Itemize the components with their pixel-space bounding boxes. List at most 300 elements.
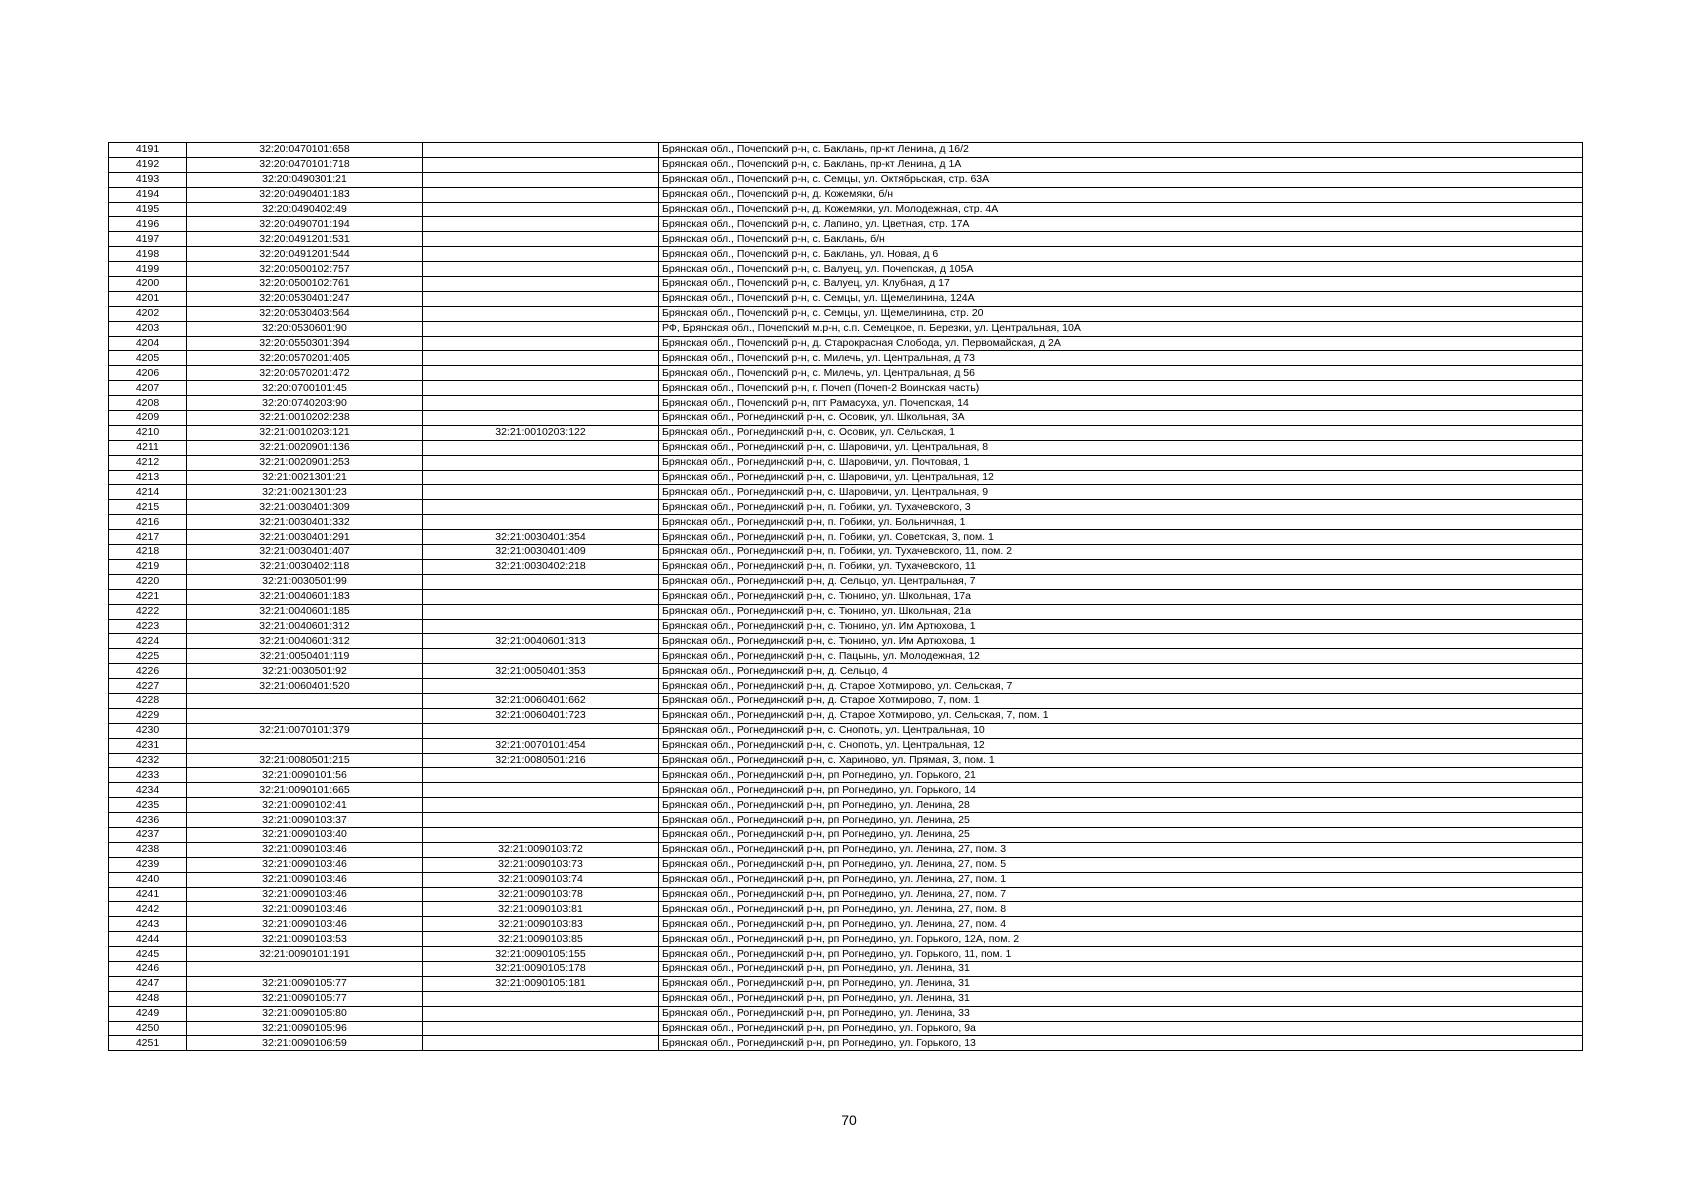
cadastral-number-cell: 32:21:0030401:332 — [187, 515, 423, 530]
table-row — [109, 991, 1583, 1006]
cadastral-number-cell: 32:21:0090103:53 — [187, 932, 423, 947]
cadastral-number-cell: 32:21:0040601:312 — [187, 619, 423, 634]
table-row — [109, 753, 1583, 768]
related-cadastral-number-cell — [423, 336, 659, 351]
cadastral-number-cell: 32:21:0080501:215 — [187, 753, 423, 768]
address-cell: Брянская обл., Почепский р-н, с. Валуец, ул. Клубная, д 17 — [659, 277, 1583, 292]
table-row — [109, 872, 1583, 887]
related-cadastral-number-cell: 32:21:0010203:122 — [423, 425, 659, 440]
related-cadastral-number-cell — [423, 291, 659, 306]
related-cadastral-number-cell — [423, 411, 659, 426]
cadastral-number-cell: 32:21:0021301:23 — [187, 485, 423, 500]
cadastral-number-cell: 32:21:0090103:37 — [187, 813, 423, 828]
row-number-cell: 4249 — [109, 1006, 187, 1021]
address-cell: Брянская обл., Рогнединский р-н, с. Осовик, ул. Школьная, 3А — [659, 411, 1583, 426]
row-number-cell: 4194 — [109, 187, 187, 202]
related-cadastral-number-cell: 32:21:0030401:409 — [423, 545, 659, 560]
row-number-cell: 4238 — [109, 842, 187, 857]
table-row — [109, 574, 1583, 589]
address-cell: Брянская обл., Рогнединский р-н, с. Шаровичи, ул. Центральная, 9 — [659, 485, 1583, 500]
page-number: 70 — [841, 1112, 857, 1128]
cadastral-number-cell: 32:21:0090105:80 — [187, 1006, 423, 1021]
row-number-cell: 4195 — [109, 202, 187, 217]
cadastral-number-cell: 32:20:0570201:405 — [187, 351, 423, 366]
table-row — [109, 887, 1583, 902]
address-cell: Брянская обл., Почепский р-н, с. Баклань, пр-кт Ленина, д 16/2 — [659, 143, 1583, 158]
cadastral-number-cell: 32:21:0030501:92 — [187, 664, 423, 679]
row-number-cell: 4193 — [109, 172, 187, 187]
table-row — [109, 664, 1583, 679]
row-number-cell: 4221 — [109, 589, 187, 604]
related-cadastral-number-cell: 32:21:0090103:83 — [423, 917, 659, 932]
related-cadastral-number-cell — [423, 157, 659, 172]
cadastral-number-cell: 32:20:0490701:194 — [187, 217, 423, 232]
cadastral-number-cell: 32:21:0090103:46 — [187, 842, 423, 857]
cadastral-number-cell: 32:21:0090105:96 — [187, 1021, 423, 1036]
row-number-cell: 4239 — [109, 857, 187, 872]
related-cadastral-number-cell — [423, 649, 659, 664]
related-cadastral-number-cell — [423, 1006, 659, 1021]
table-row — [109, 798, 1583, 813]
related-cadastral-number-cell — [423, 485, 659, 500]
related-cadastral-number-cell — [423, 172, 659, 187]
table-row — [109, 440, 1583, 455]
row-number-cell: 4246 — [109, 961, 187, 976]
address-cell: Брянская обл., Почепский р-н, г. Почеп (Почеп-2 Воинская часть) — [659, 381, 1583, 396]
cadastral-number-cell: 32:21:0090101:191 — [187, 947, 423, 962]
table-row — [109, 217, 1583, 232]
related-cadastral-number-cell — [423, 202, 659, 217]
cadastral-number-cell: 32:20:0490301:21 — [187, 172, 423, 187]
address-cell: Брянская обл., Рогнединский р-н, рп Рогнедино, ул. Горького, 12А, пом. 2 — [659, 932, 1583, 947]
address-cell: Брянская обл., Рогнединский р-н, с. Хариново, ул. Прямая, 3, пом. 1 — [659, 753, 1583, 768]
related-cadastral-number-cell — [423, 515, 659, 530]
related-cadastral-number-cell: 32:21:0030401:354 — [423, 530, 659, 545]
table-row — [109, 351, 1583, 366]
address-cell: Брянская обл., Почепский р-н, д. Кожемяки, ул. Молодежная, стр. 4А — [659, 202, 1583, 217]
row-number-cell: 4251 — [109, 1036, 187, 1051]
related-cadastral-number-cell — [423, 783, 659, 798]
address-cell: Брянская обл., Рогнединский р-н, п. Гобики, ул. Тухачевского, 3 — [659, 500, 1583, 515]
related-cadastral-number-cell: 32:21:0050401:353 — [423, 664, 659, 679]
related-cadastral-number-cell: 32:21:0060401:662 — [423, 693, 659, 708]
related-cadastral-number-cell — [423, 470, 659, 485]
cadastral-number-cell: 32:21:0020901:136 — [187, 440, 423, 455]
address-cell: Брянская обл., Рогнединский р-н, рп Рогнедино, ул. Горького, 14 — [659, 783, 1583, 798]
row-number-cell: 4226 — [109, 664, 187, 679]
table-row — [109, 1021, 1583, 1036]
cadastral-number-cell: 32:20:0550301:394 — [187, 336, 423, 351]
address-cell: Брянская обл., Рогнединский р-н, рп Рогнедино, ул. Ленина, 31 — [659, 961, 1583, 976]
registry-table — [108, 142, 1583, 1051]
cadastral-number-cell: 32:21:0090103:46 — [187, 887, 423, 902]
row-number-cell: 4192 — [109, 157, 187, 172]
related-cadastral-number-cell — [423, 321, 659, 336]
address-cell: Брянская обл., Рогнединский р-н, рп Рогнедино, ул. Ленина, 27, пом. 3 — [659, 842, 1583, 857]
table-row — [109, 649, 1583, 664]
table-row — [109, 679, 1583, 694]
cadastral-number-cell: 32:20:0530403:564 — [187, 306, 423, 321]
cadastral-number-cell: 32:21:0090105:77 — [187, 991, 423, 1006]
cadastral-number-cell: 32:21:0010202:238 — [187, 411, 423, 426]
row-number-cell: 4229 — [109, 708, 187, 723]
cadastral-number-cell: 32:21:0090103:46 — [187, 917, 423, 932]
registry-table-body — [109, 143, 1583, 1051]
row-number-cell: 4248 — [109, 991, 187, 1006]
table-row — [109, 961, 1583, 976]
cadastral-number-cell: 32:20:0530401:247 — [187, 291, 423, 306]
related-cadastral-number-cell: 32:21:0090103:73 — [423, 857, 659, 872]
cadastral-number-cell: 32:21:0090102:41 — [187, 798, 423, 813]
cadastral-number-cell: 32:21:0030402:118 — [187, 559, 423, 574]
address-cell: Брянская обл., Рогнединский р-н, п. Гобики, ул. Тухачевского, 11 — [659, 559, 1583, 574]
cadastral-number-cell: 32:21:0090103:46 — [187, 902, 423, 917]
table-row — [109, 306, 1583, 321]
table-row — [109, 262, 1583, 277]
cadastral-number-cell: 32:20:0470101:718 — [187, 157, 423, 172]
address-cell: Брянская обл., Рогнединский р-н, рп Рогнедино, ул. Ленина, 27, пом. 5 — [659, 857, 1583, 872]
address-cell: Брянская обл., Рогнединский р-н, с. Пацынь, ул. Молодежная, 12 — [659, 649, 1583, 664]
address-cell: Брянская обл., Рогнединский р-н, рп Рогнедино, ул. Горького, 13 — [659, 1036, 1583, 1051]
cadastral-number-cell: 32:20:0570201:472 — [187, 366, 423, 381]
table-row — [109, 366, 1583, 381]
row-number-cell: 4233 — [109, 768, 187, 783]
table-row — [109, 783, 1583, 798]
address-cell: Брянская обл., Почепский р-н, с. Баклань, ул. Новая, д 6 — [659, 247, 1583, 262]
address-cell: Брянская обл., Рогнединский р-н, с. Тюнино, ул. Школьная, 21а — [659, 604, 1583, 619]
row-number-cell: 4212 — [109, 455, 187, 470]
table-row — [109, 515, 1583, 530]
address-cell: Брянская обл., Почепский р-н, с. Семцы, ул. Щемелинина, 124А — [659, 291, 1583, 306]
related-cadastral-number-cell — [423, 366, 659, 381]
cadastral-number-cell: 32:21:0090106:59 — [187, 1036, 423, 1051]
row-number-cell: 4250 — [109, 1021, 187, 1036]
address-cell: РФ, Брянская обл., Почепский м.р-н, с.п. Семецкое, п. Березки, ул. Центральная, 10А — [659, 321, 1583, 336]
cadastral-number-cell: 32:20:0470101:658 — [187, 143, 423, 158]
table-row — [109, 723, 1583, 738]
address-cell: Брянская обл., Почепский р-н, пгт Рамасуха, ул. Почепская, 14 — [659, 396, 1583, 411]
address-cell: Брянская обл., Почепский р-н, д. Кожемяки, б/н — [659, 187, 1583, 202]
row-number-cell: 4236 — [109, 813, 187, 828]
table-row — [109, 768, 1583, 783]
row-number-cell: 4228 — [109, 693, 187, 708]
row-number-cell: 4231 — [109, 738, 187, 753]
cadastral-number-cell: 32:21:0040601:185 — [187, 604, 423, 619]
cadastral-number-cell: 32:20:0500102:757 — [187, 262, 423, 277]
table-row — [109, 411, 1583, 426]
row-number-cell: 4206 — [109, 366, 187, 381]
row-number-cell: 4217 — [109, 530, 187, 545]
cadastral-number-cell: 32:21:0090101:665 — [187, 783, 423, 798]
table-row — [109, 157, 1583, 172]
row-number-cell: 4220 — [109, 574, 187, 589]
row-number-cell: 4205 — [109, 351, 187, 366]
row-number-cell: 4218 — [109, 545, 187, 560]
address-cell: Брянская обл., Рогнединский р-н, с. Снопоть, ул. Центральная, 10 — [659, 723, 1583, 738]
row-number-cell: 4210 — [109, 425, 187, 440]
address-cell: Брянская обл., Рогнединский р-н, п. Гобики, ул. Советская, 3, пом. 1 — [659, 530, 1583, 545]
cadastral-number-cell: 32:20:0490402:49 — [187, 202, 423, 217]
address-cell: Брянская обл., Рогнединский р-н, с. Осовик, ул. Сельская, 1 — [659, 425, 1583, 440]
related-cadastral-number-cell: 32:21:0090105:181 — [423, 976, 659, 991]
related-cadastral-number-cell — [423, 306, 659, 321]
related-cadastral-number-cell: 32:21:0090103:81 — [423, 902, 659, 917]
row-number-cell: 4227 — [109, 679, 187, 694]
related-cadastral-number-cell — [423, 991, 659, 1006]
row-number-cell: 4197 — [109, 232, 187, 247]
related-cadastral-number-cell — [423, 396, 659, 411]
table-row — [109, 247, 1583, 262]
row-number-cell: 4230 — [109, 723, 187, 738]
cadastral-number-cell: 32:21:0030401:291 — [187, 530, 423, 545]
related-cadastral-number-cell — [423, 262, 659, 277]
address-cell: Брянская обл., Почепский р-н, с. Семцы, ул. Щемелинина, стр. 20 — [659, 306, 1583, 321]
address-cell: Брянская обл., Рогнединский р-н, с. Тюнино, ул. Им Артюхова, 1 — [659, 634, 1583, 649]
related-cadastral-number-cell — [423, 143, 659, 158]
related-cadastral-number-cell — [423, 500, 659, 515]
related-cadastral-number-cell: 32:21:0090103:74 — [423, 872, 659, 887]
address-cell: Брянская обл., Почепский р-н, с. Баклань, пр-кт Ленина, д 1А — [659, 157, 1583, 172]
cadastral-number-cell: 32:21:0030501:99 — [187, 574, 423, 589]
related-cadastral-number-cell — [423, 604, 659, 619]
row-number-cell: 4201 — [109, 291, 187, 306]
address-cell: Брянская обл., Рогнединский р-н, с. Шаровичи, ул. Почтовая, 1 — [659, 455, 1583, 470]
cadastral-number-cell: 32:21:0090103:46 — [187, 872, 423, 887]
related-cadastral-number-cell: 32:21:0080501:216 — [423, 753, 659, 768]
row-number-cell: 4208 — [109, 396, 187, 411]
table-row — [109, 589, 1583, 604]
row-number-cell: 4191 — [109, 143, 187, 158]
row-number-cell: 4245 — [109, 947, 187, 962]
table-row — [109, 604, 1583, 619]
table-row — [109, 336, 1583, 351]
address-cell: Брянская обл., Рогнединский р-н, п. Гобики, ул. Больничная, 1 — [659, 515, 1583, 530]
related-cadastral-number-cell — [423, 589, 659, 604]
row-number-cell: 4225 — [109, 649, 187, 664]
cadastral-number-cell: 32:21:0030401:309 — [187, 500, 423, 515]
table-row — [109, 813, 1583, 828]
address-cell: Брянская обл., Почепский р-н, с. Баклань, б/н — [659, 232, 1583, 247]
related-cadastral-number-cell — [423, 574, 659, 589]
table-row — [109, 827, 1583, 842]
address-cell: Брянская обл., Рогнединский р-н, рп Рогнедино, ул. Ленина, 33 — [659, 1006, 1583, 1021]
related-cadastral-number-cell — [423, 247, 659, 262]
table-row — [109, 857, 1583, 872]
related-cadastral-number-cell: 32:21:0040601:313 — [423, 634, 659, 649]
related-cadastral-number-cell — [423, 1021, 659, 1036]
row-number-cell: 4214 — [109, 485, 187, 500]
cadastral-number-cell: 32:21:0090103:46 — [187, 857, 423, 872]
row-number-cell: 4222 — [109, 604, 187, 619]
row-number-cell: 4211 — [109, 440, 187, 455]
cadastral-number-cell: 32:21:0010203:121 — [187, 425, 423, 440]
table-row — [109, 455, 1583, 470]
related-cadastral-number-cell — [423, 187, 659, 202]
related-cadastral-number-cell — [423, 619, 659, 634]
table-row — [109, 321, 1583, 336]
table-row — [109, 693, 1583, 708]
address-cell: Брянская обл., Рогнединский р-н, рп Рогнедино, ул. Ленина, 28 — [659, 798, 1583, 813]
table-row — [109, 500, 1583, 515]
address-cell: Брянская обл., Рогнединский р-н, рп Рогнедино, ул. Ленина, 27, пом. 8 — [659, 902, 1583, 917]
row-number-cell: 4203 — [109, 321, 187, 336]
cadastral-number-cell: 32:21:0040601:183 — [187, 589, 423, 604]
table-row — [109, 976, 1583, 991]
table-row — [109, 1036, 1583, 1051]
table-row — [109, 545, 1583, 560]
address-cell: Брянская обл., Рогнединский р-н, рп Рогнедино, ул. Горького, 11, пом. 1 — [659, 947, 1583, 962]
table-row — [109, 947, 1583, 962]
cadastral-number-cell: 32:21:0090105:77 — [187, 976, 423, 991]
related-cadastral-number-cell: 32:21:0090103:78 — [423, 887, 659, 902]
table-row — [109, 187, 1583, 202]
row-number-cell: 4207 — [109, 381, 187, 396]
row-number-cell: 4232 — [109, 753, 187, 768]
cadastral-number-cell: 32:20:0740203:90 — [187, 396, 423, 411]
row-number-cell: 4215 — [109, 500, 187, 515]
row-number-cell: 4198 — [109, 247, 187, 262]
row-number-cell: 4209 — [109, 411, 187, 426]
address-cell: Брянская обл., Почепский р-н, с. Милечь, ул. Центральная, д 73 — [659, 351, 1583, 366]
related-cadastral-number-cell — [423, 232, 659, 247]
table-row — [109, 485, 1583, 500]
related-cadastral-number-cell — [423, 798, 659, 813]
cadastral-number-cell: 32:21:0060401:520 — [187, 679, 423, 694]
table-row — [109, 619, 1583, 634]
related-cadastral-number-cell — [423, 768, 659, 783]
address-cell: Брянская обл., Рогнединский р-н, с. Тюнино, ул. Им Артюхова, 1 — [659, 619, 1583, 634]
address-cell: Брянская обл., Рогнединский р-н, рп Рогнедино, ул. Ленина, 25 — [659, 813, 1583, 828]
table-row — [109, 396, 1583, 411]
row-number-cell: 4240 — [109, 872, 187, 887]
address-cell: Брянская обл., Рогнединский р-н, с. Тюнино, ул. Школьная, 17а — [659, 589, 1583, 604]
related-cadastral-number-cell: 32:21:0030402:218 — [423, 559, 659, 574]
row-number-cell: 4204 — [109, 336, 187, 351]
row-number-cell: 4237 — [109, 827, 187, 842]
related-cadastral-number-cell — [423, 440, 659, 455]
cadastral-number-cell: 32:20:0491201:544 — [187, 247, 423, 262]
address-cell: Брянская обл., Рогнединский р-н, рп Рогнедино, ул. Ленина, 31 — [659, 991, 1583, 1006]
address-cell: Брянская обл., Рогнединский р-н, д. Сельцо, ул. Центральная, 7 — [659, 574, 1583, 589]
row-number-cell: 4243 — [109, 917, 187, 932]
table-row — [109, 291, 1583, 306]
cadastral-number-cell: 32:21:0040601:312 — [187, 634, 423, 649]
related-cadastral-number-cell — [423, 827, 659, 842]
row-number-cell: 4196 — [109, 217, 187, 232]
address-cell: Брянская обл., Рогнединский р-н, рп Рогнедино, ул. Ленина, 25 — [659, 827, 1583, 842]
table-row — [109, 172, 1583, 187]
related-cadastral-number-cell: 32:21:0090105:155 — [423, 947, 659, 962]
table-row — [109, 559, 1583, 574]
related-cadastral-number-cell — [423, 723, 659, 738]
table-row — [109, 277, 1583, 292]
related-cadastral-number-cell — [423, 217, 659, 232]
cadastral-number-cell — [187, 693, 423, 708]
address-cell: Брянская обл., Рогнединский р-н, д. Старое Хотмирово, 7, пом. 1 — [659, 693, 1583, 708]
table-row — [109, 202, 1583, 217]
related-cadastral-number-cell: 32:21:0060401:723 — [423, 708, 659, 723]
address-cell: Брянская обл., Почепский р-н, с. Лапино, ул. Цветная, стр. 17А — [659, 217, 1583, 232]
cadastral-number-cell: 32:21:0050401:119 — [187, 649, 423, 664]
address-cell: Брянская обл., Рогнединский р-н, с. Шаровичи, ул. Центральная, 12 — [659, 470, 1583, 485]
cadastral-number-cell: 32:20:0491201:531 — [187, 232, 423, 247]
row-number-cell: 4213 — [109, 470, 187, 485]
cadastral-number-cell: 32:21:0090103:40 — [187, 827, 423, 842]
address-cell: Брянская обл., Рогнединский р-н, с. Снопоть, ул. Центральная, 12 — [659, 738, 1583, 753]
address-cell: Брянская обл., Рогнединский р-н, рп Рогнедино, ул. Ленина, 27, пом. 7 — [659, 887, 1583, 902]
row-number-cell: 4224 — [109, 634, 187, 649]
row-number-cell: 4200 — [109, 277, 187, 292]
cadastral-number-cell: 32:20:0700101:45 — [187, 381, 423, 396]
row-number-cell: 4247 — [109, 976, 187, 991]
cadastral-number-cell: 32:20:0530601:90 — [187, 321, 423, 336]
cadastral-number-cell: 32:20:0500102:761 — [187, 277, 423, 292]
table-row — [109, 470, 1583, 485]
cadastral-number-cell — [187, 708, 423, 723]
address-cell: Брянская обл., Рогнединский р-н, п. Гобики, ул. Тухачевского, 11, пом. 2 — [659, 545, 1583, 560]
address-cell: Брянская обл., Рогнединский р-н, рп Рогнедино, ул. Ленина, 27, пом. 4 — [659, 917, 1583, 932]
cadastral-number-cell — [187, 738, 423, 753]
address-cell: Брянская обл., Почепский р-н, с. Милечь, ул. Центральная, д 56 — [659, 366, 1583, 381]
table-row — [109, 530, 1583, 545]
address-cell: Брянская обл., Почепский р-н, с. Валуец, ул. Почепская, д 105А — [659, 262, 1583, 277]
table-row — [109, 902, 1583, 917]
row-number-cell: 4202 — [109, 306, 187, 321]
table-row — [109, 143, 1583, 158]
row-number-cell: 4199 — [109, 262, 187, 277]
table-row — [109, 381, 1583, 396]
cadastral-number-cell: 32:21:0021301:21 — [187, 470, 423, 485]
row-number-cell: 4235 — [109, 798, 187, 813]
address-cell: Брянская обл., Рогнединский р-н, д. Старое Хотмирово, ул. Сельская, 7, пом. 1 — [659, 708, 1583, 723]
cadastral-number-cell: 32:20:0490401:183 — [187, 187, 423, 202]
table-row — [109, 232, 1583, 247]
table-row — [109, 634, 1583, 649]
address-cell: Брянская обл., Рогнединский р-н, рп Рогнедино, ул. Ленина, 31 — [659, 976, 1583, 991]
row-number-cell: 4216 — [109, 515, 187, 530]
row-number-cell: 4242 — [109, 902, 187, 917]
table-row — [109, 932, 1583, 947]
address-cell: Брянская обл., Рогнединский р-н, с. Шаровичи, ул. Центральная, 8 — [659, 440, 1583, 455]
address-cell: Брянская обл., Почепский р-н, с. Семцы, ул. Октябрьская, стр. 63А — [659, 172, 1583, 187]
related-cadastral-number-cell — [423, 455, 659, 470]
table-row — [109, 917, 1583, 932]
row-number-cell: 4219 — [109, 559, 187, 574]
row-number-cell: 4223 — [109, 619, 187, 634]
table-row — [109, 738, 1583, 753]
related-cadastral-number-cell — [423, 679, 659, 694]
row-number-cell: 4234 — [109, 783, 187, 798]
cadastral-number-cell: 32:21:0020901:253 — [187, 455, 423, 470]
related-cadastral-number-cell: 32:21:0090105:178 — [423, 961, 659, 976]
row-number-cell: 4241 — [109, 887, 187, 902]
related-cadastral-number-cell — [423, 813, 659, 828]
row-number-cell: 4244 — [109, 932, 187, 947]
address-cell: Брянская обл., Почепский р-н, д. Старокрасная Слобода, ул. Первомайская, д 2А — [659, 336, 1583, 351]
table-row — [109, 1006, 1583, 1021]
table-row — [109, 425, 1583, 440]
cadastral-number-cell: 32:21:0090101:56 — [187, 768, 423, 783]
cadastral-number-cell — [187, 961, 423, 976]
cadastral-number-cell: 32:21:0070101:379 — [187, 723, 423, 738]
related-cadastral-number-cell — [423, 351, 659, 366]
related-cadastral-number-cell: 32:21:0070101:454 — [423, 738, 659, 753]
related-cadastral-number-cell — [423, 381, 659, 396]
address-cell: Брянская обл., Рогнединский р-н, рп Рогнедино, ул. Горького, 9а — [659, 1021, 1583, 1036]
address-cell: Брянская обл., Рогнединский р-н, д. Старое Хотмирово, ул. Сельская, 7 — [659, 679, 1583, 694]
address-cell: Брянская обл., Рогнединский р-н, рп Рогнедино, ул. Ленина, 27, пом. 1 — [659, 872, 1583, 887]
related-cadastral-number-cell: 32:21:0090103:85 — [423, 932, 659, 947]
